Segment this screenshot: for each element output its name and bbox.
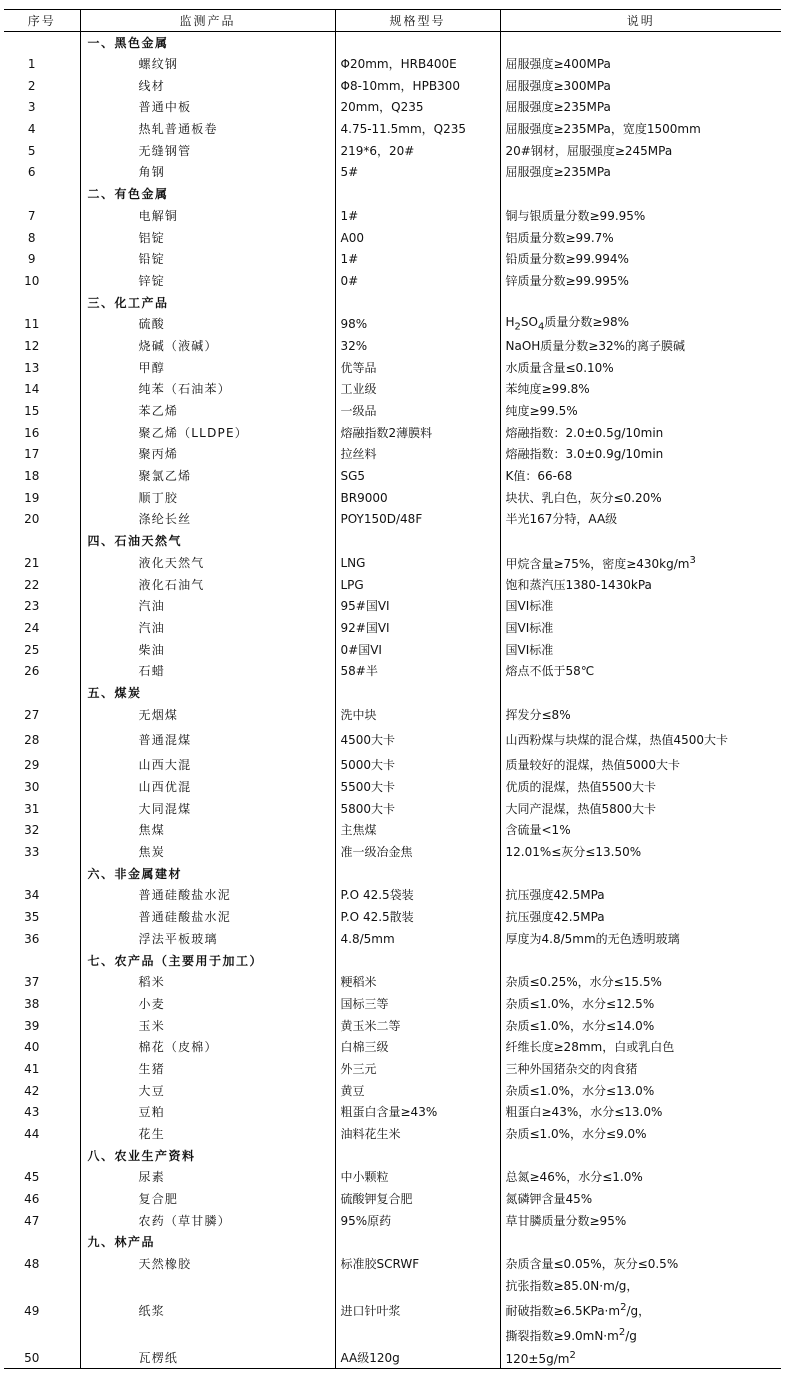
table-row — [4, 928, 781, 950]
row-number: 42 — [4, 1080, 80, 1102]
table-row — [4, 444, 781, 466]
row-number: 34 — [4, 885, 80, 907]
table-row — [4, 726, 781, 755]
table-row — [4, 1123, 781, 1145]
table-row — [4, 97, 781, 119]
row-number: 1 — [4, 53, 80, 75]
product-name: 小麦 — [80, 993, 335, 1015]
product-desc: 抗压强度42.5MPa — [505, 910, 605, 925]
table-body — [4, 32, 781, 1369]
product-desc: 优质的混煤，热值5500大卡 — [505, 780, 657, 795]
product-name: 聚乙烯（LLDPE） — [80, 422, 335, 444]
product-desc: 甲烷含量≥75%，密度$\ge 430kg/m^3$ — [505, 555, 696, 572]
table-row — [4, 755, 781, 777]
table-header — [4, 10, 781, 32]
product-desc: 铅质量分数≥99.994% — [505, 252, 629, 267]
product-desc: 饱和蒸汽压1380-1430kPa — [505, 577, 652, 592]
product-spec: 95#国VI — [335, 595, 500, 617]
product-spec: 洗中块 — [335, 704, 500, 726]
category-label: 五、煤炭 — [80, 682, 335, 704]
table-row — [4, 552, 781, 574]
row-number: 12 — [4, 335, 80, 357]
product-desc: 抗张指数≥85.0N·m/g， 耐破指数$\ge 6.5KPa\cdot m^2/g$， 撕裂指数$\ge 9.0mN\cdot m^2/g$ — [505, 1279, 651, 1343]
row-number: 26 — [4, 660, 80, 682]
product-desc: 杂质≤1.0%，水分≤14.0% — [505, 1018, 655, 1033]
product-name: 浮法平板玻璃 — [80, 928, 335, 950]
table-row — [4, 1036, 781, 1058]
product-desc: 杂质≤1.0%，水分≤13.0% — [505, 1083, 655, 1098]
product-spec: AA级120g — [335, 1347, 500, 1369]
row-number: 39 — [4, 1015, 80, 1037]
product-desc: 屈服强度≥400MPa — [505, 57, 611, 72]
product-spec: 粗蛋白含量≥43% — [335, 1102, 500, 1124]
product-name: 液化天然气 — [80, 552, 335, 574]
product-name: 棉花（皮棉） — [80, 1036, 335, 1058]
product-desc: 屈服强度≥235MPa — [505, 100, 611, 115]
table-row — [4, 1253, 781, 1275]
table-row — [4, 313, 781, 335]
row-number: 27 — [4, 704, 80, 726]
category-row — [4, 863, 781, 885]
category-row — [4, 183, 781, 205]
product-name: 角钢 — [80, 162, 335, 184]
product-spec: 外三元 — [335, 1058, 500, 1080]
table-row — [4, 704, 781, 726]
product-desc: 12.01%≤灰分≤13.50% — [505, 845, 642, 860]
row-number: 2 — [4, 75, 80, 97]
product-desc: 水质量含量≤0.10% — [505, 360, 614, 375]
product-name: 生猪 — [80, 1058, 335, 1080]
row-number: 49 — [4, 1275, 80, 1347]
header-product: 监测产品 — [80, 10, 335, 32]
row-number: 48 — [4, 1253, 80, 1275]
product-spec: 219*6，20# — [335, 140, 500, 162]
product-name: 普通硅酸盐水泥 — [80, 906, 335, 928]
category-label: 六、非金属建材 — [80, 863, 335, 885]
document-page — [0, 9, 785, 1369]
product-name: 热轧普通板卷 — [80, 118, 335, 140]
table-row — [4, 1167, 781, 1189]
product-table — [4, 9, 781, 1369]
table-row — [4, 1347, 781, 1369]
product-spec: 32% — [335, 335, 500, 357]
product-spec: 4.8/5mm — [335, 928, 500, 950]
table-row — [4, 1275, 781, 1347]
category-row — [4, 1145, 781, 1167]
table-row — [4, 906, 781, 928]
row-number: 32 — [4, 820, 80, 842]
product-desc: 氮磷钾含量45% — [505, 1192, 593, 1207]
product-spec: LPG — [335, 574, 500, 596]
product-spec: 拉丝料 — [335, 444, 500, 466]
product-name: 苯乙烯 — [80, 400, 335, 422]
product-name: 尿素 — [80, 1167, 335, 1189]
row-number: 13 — [4, 357, 80, 379]
header-no: 序号 — [4, 10, 80, 32]
product-desc: NaOH质量分数≥32%的离子膜碱 — [505, 338, 686, 353]
row-number: 47 — [4, 1210, 80, 1232]
category-label: 四、石油天然气 — [80, 530, 335, 552]
product-desc: 国VI标准 — [505, 620, 554, 635]
product-spec: 98% — [335, 313, 500, 335]
row-number: 45 — [4, 1167, 80, 1189]
product-name: 线材 — [80, 75, 335, 97]
header-desc: 说明 — [500, 10, 781, 32]
row-number: 30 — [4, 776, 80, 798]
product-name: 瓦楞纸 — [80, 1347, 335, 1369]
row-number: 33 — [4, 841, 80, 863]
category-label: 七、农产品（主要用于加工） — [80, 950, 335, 972]
product-spec: 标准胶SCRWF — [335, 1253, 500, 1275]
table-row — [4, 1080, 781, 1102]
product-desc: 纤维长度≥28mm，白或乳白色 — [505, 1040, 675, 1055]
product-spec: 工业级 — [335, 379, 500, 401]
table-row — [4, 118, 781, 140]
table-row — [4, 617, 781, 639]
row-number: 43 — [4, 1102, 80, 1124]
product-desc: 苯纯度≥99.8% — [505, 382, 590, 397]
category-row — [4, 1232, 781, 1254]
product-desc: 块状、乳白色，灰分≤0.20% — [505, 490, 662, 505]
product-spec: 优等品 — [335, 357, 500, 379]
product-desc: 含硫量<1% — [505, 823, 571, 838]
product-name: 涤纶长丝 — [80, 509, 335, 531]
product-desc: 杂质≤1.0%，水分≤12.5% — [505, 996, 655, 1011]
row-number: 40 — [4, 1036, 80, 1058]
product-name: 柴油 — [80, 639, 335, 661]
product-spec: POY150D/48F — [335, 509, 500, 531]
product-desc: 草甘膦质量分数≥95% — [505, 1213, 627, 1228]
row-number: 18 — [4, 465, 80, 487]
product-name: 无烟煤 — [80, 704, 335, 726]
table-row — [4, 1210, 781, 1232]
product-name: 无缝钢管 — [80, 140, 335, 162]
product-spec: 黄豆 — [335, 1080, 500, 1102]
row-number: 11 — [4, 313, 80, 335]
product-spec: 5800大卡 — [335, 798, 500, 820]
product-name: 锌锭 — [80, 270, 335, 292]
product-spec: 黄玉米二等 — [335, 1015, 500, 1037]
product-spec: A00 — [335, 227, 500, 249]
category-row — [4, 292, 781, 314]
product-spec: 4.75-11.5mm，Q235 — [335, 118, 500, 140]
row-number: 50 — [4, 1347, 80, 1369]
product-name: 大同混煤 — [80, 798, 335, 820]
product-name: 甲醇 — [80, 357, 335, 379]
product-spec: 一级品 — [335, 400, 500, 422]
row-number: 21 — [4, 552, 80, 574]
product-name: 普通中板 — [80, 97, 335, 119]
row-number: 23 — [4, 595, 80, 617]
row-number: 6 — [4, 162, 80, 184]
product-spec: 粳稻米 — [335, 971, 500, 993]
product-desc: 质量较好的混煤，热值5000大卡 — [505, 758, 681, 773]
row-number: 9 — [4, 248, 80, 270]
category-row — [4, 530, 781, 552]
table-row — [4, 820, 781, 842]
product-desc: 铜与银质量分数≥99.95% — [505, 208, 646, 223]
row-number: 46 — [4, 1188, 80, 1210]
table-row — [4, 885, 781, 907]
product-name: 聚丙烯 — [80, 444, 335, 466]
product-name: 大豆 — [80, 1080, 335, 1102]
table-row — [4, 53, 781, 75]
row-number: 3 — [4, 97, 80, 119]
product-desc: 熔融指数：3.0±0.9g/10min — [505, 447, 664, 462]
product-desc: 熔点不低于58℃ — [505, 664, 595, 679]
table-row — [4, 1188, 781, 1210]
table-row — [4, 595, 781, 617]
product-name: 烧碱（液碱） — [80, 335, 335, 357]
product-desc: 三种外国猪杂交的肉食猪 — [505, 1061, 638, 1076]
table-row — [4, 509, 781, 531]
product-desc: 抗压强度42.5MPa — [505, 888, 605, 903]
category-label: 二、有色金属 — [80, 183, 335, 205]
product-spec: 5000大卡 — [335, 755, 500, 777]
product-name: 汽油 — [80, 617, 335, 639]
category-label: 一、黑色金属 — [80, 32, 335, 54]
product-spec: 进口针叶浆 — [335, 1275, 500, 1347]
product-name: 顺丁胶 — [80, 487, 335, 509]
product-name: 硫酸 — [80, 313, 335, 335]
product-spec: Φ20mm，HRB400E — [335, 53, 500, 75]
table-row — [4, 639, 781, 661]
product-spec: 95%原药 — [335, 1210, 500, 1232]
product-spec: SG5 — [335, 465, 500, 487]
product-name: 液化石油气 — [80, 574, 335, 596]
product-desc: 国VI标准 — [505, 642, 554, 657]
product-desc: 杂质含量≤0.05%，灰分≤0.5% — [505, 1257, 679, 1272]
product-desc: 屈服强度≥235MPa，宽度1500mm — [505, 122, 701, 137]
row-number: 19 — [4, 487, 80, 509]
product-spec: P.O 42.5散装 — [335, 906, 500, 928]
table-row — [4, 422, 781, 444]
product-desc: 大同产混煤，热值5800大卡 — [505, 801, 657, 816]
product-spec: Φ8-10mm，HPB300 — [335, 75, 500, 97]
product-name: 电解铜 — [80, 205, 335, 227]
product-name: 汽油 — [80, 595, 335, 617]
row-number: 22 — [4, 574, 80, 596]
product-spec: 硫酸钾复合肥 — [335, 1188, 500, 1210]
product-desc: 铝质量分数≥99.7% — [505, 230, 614, 245]
product-desc: 山西粉煤与块煤的混合煤，热值4500大卡 — [505, 732, 729, 747]
row-number: 36 — [4, 928, 80, 950]
row-number: 20 — [4, 509, 80, 531]
product-desc: 屈服强度≥235MPa — [505, 165, 611, 180]
table-row — [4, 798, 781, 820]
row-number: 5 — [4, 140, 80, 162]
product-name: 农药（草甘膦） — [80, 1210, 335, 1232]
product-desc: 杂质≤1.0%，水分≤9.0% — [505, 1127, 647, 1142]
product-name: 普通混煤 — [80, 726, 335, 755]
product-spec: P.O 42.5袋装 — [335, 885, 500, 907]
table-row — [4, 574, 781, 596]
product-name: 螺纹钢 — [80, 53, 335, 75]
product-desc: 国VI标准 — [505, 599, 554, 614]
category-row — [4, 32, 781, 54]
row-number: 10 — [4, 270, 80, 292]
row-number: 17 — [4, 444, 80, 466]
product-desc: 屈服强度≥300MPa — [505, 78, 611, 93]
product-spec: 油料花生米 — [335, 1123, 500, 1145]
table-row — [4, 465, 781, 487]
product-spec: BR9000 — [335, 487, 500, 509]
product-desc: 纯度≥99.5% — [505, 404, 578, 419]
product-desc: 粗蛋白≥43%，水分≤13.0% — [505, 1105, 663, 1120]
category-label: 三、化工产品 — [80, 292, 335, 314]
row-number: 4 — [4, 118, 80, 140]
product-spec: 20mm，Q235 — [335, 97, 500, 119]
row-number: 37 — [4, 971, 80, 993]
product-desc: $120\pm 5g/m^2$ — [500, 1347, 781, 1369]
category-row — [4, 950, 781, 972]
product-desc: 熔融指数：2.0±0.5g/10min — [505, 425, 664, 440]
product-name: 铝锭 — [80, 227, 335, 249]
product-desc: K值：66-68 — [505, 469, 573, 484]
category-label: 九、林产品 — [80, 1232, 335, 1254]
table-row — [4, 841, 781, 863]
product-spec: 5500大卡 — [335, 776, 500, 798]
product-name: 石蜡 — [80, 660, 335, 682]
table-row — [4, 75, 781, 97]
table-row — [4, 1015, 781, 1037]
product-desc: 杂质≤0.25%，水分≤15.5% — [505, 975, 662, 990]
product-name: 玉米 — [80, 1015, 335, 1037]
row-number: 14 — [4, 379, 80, 401]
table-row — [4, 379, 781, 401]
row-number: 28 — [4, 726, 80, 755]
product-spec: 0# — [335, 270, 500, 292]
category-label: 八、农业生产资料 — [80, 1145, 335, 1167]
row-number: 44 — [4, 1123, 80, 1145]
row-number: 7 — [4, 205, 80, 227]
row-number: 15 — [4, 400, 80, 422]
product-name: 天然橡胶 — [80, 1253, 335, 1275]
product-name: 稻米 — [80, 971, 335, 993]
product-spec: 1# — [335, 248, 500, 270]
product-name: 焦炭 — [80, 841, 335, 863]
table-row — [4, 660, 781, 682]
product-spec: 主焦煤 — [335, 820, 500, 842]
table-row — [4, 971, 781, 993]
header-spec: 规格型号 — [335, 10, 500, 32]
product-desc: 总氮≥46%，水分≤1.0% — [505, 1170, 643, 1185]
product-spec: 58#半 — [335, 660, 500, 682]
product-name: 焦煤 — [80, 820, 335, 842]
product-desc: $H_2SO_4$质量分数≥98% — [505, 314, 630, 332]
table-row — [4, 776, 781, 798]
row-number: 35 — [4, 906, 80, 928]
product-name: 纯苯（石油苯） — [80, 379, 335, 401]
table-row — [4, 270, 781, 292]
product-spec: 准一级冶金焦 — [335, 841, 500, 863]
product-name: 复合肥 — [80, 1188, 335, 1210]
product-spec: 熔融指数2薄膜料 — [335, 422, 500, 444]
table-row — [4, 1102, 781, 1124]
product-spec: 白棉三级 — [335, 1036, 500, 1058]
table-row — [4, 400, 781, 422]
product-name: 普通硅酸盐水泥 — [80, 885, 335, 907]
product-name: 豆粕 — [80, 1102, 335, 1124]
product-spec: 5# — [335, 162, 500, 184]
table-row — [4, 248, 781, 270]
table-row — [4, 162, 781, 184]
row-number: 25 — [4, 639, 80, 661]
product-desc: 20#钢材，屈服强度≥245MPa — [505, 143, 673, 158]
product-name: 山西大混 — [80, 755, 335, 777]
product-name: 铅锭 — [80, 248, 335, 270]
row-number: 41 — [4, 1058, 80, 1080]
product-spec: 国标三等 — [335, 993, 500, 1015]
table-row — [4, 227, 781, 249]
table-row — [4, 335, 781, 357]
table-row — [4, 487, 781, 509]
row-number: 8 — [4, 227, 80, 249]
row-number: 24 — [4, 617, 80, 639]
row-number: 38 — [4, 993, 80, 1015]
product-spec: 中小颗粒 — [335, 1167, 500, 1189]
product-desc: 半光167分特，AA级 — [505, 512, 618, 527]
category-row — [4, 682, 781, 704]
product-spec: LNG — [335, 552, 500, 574]
table-row — [4, 357, 781, 379]
product-name: 花生 — [80, 1123, 335, 1145]
product-spec: 0#国VI — [335, 639, 500, 661]
product-name: 山西优混 — [80, 776, 335, 798]
row-number: 31 — [4, 798, 80, 820]
product-desc: 挥发分≤8% — [505, 707, 571, 722]
product-name: 聚氯乙烯 — [80, 465, 335, 487]
product-spec: 92#国VI — [335, 617, 500, 639]
table-row — [4, 205, 781, 227]
row-number: 29 — [4, 755, 80, 777]
product-spec: 1# — [335, 205, 500, 227]
row-number: 16 — [4, 422, 80, 444]
product-name: 纸浆 — [80, 1275, 335, 1347]
product-spec: 4500大卡 — [335, 726, 500, 755]
product-desc: 锌质量分数≥99.995% — [505, 273, 629, 288]
table-row — [4, 1058, 781, 1080]
table-row — [4, 140, 781, 162]
table-row — [4, 993, 781, 1015]
product-desc: 厚度为4.8/5mm的无色透明玻璃 — [505, 931, 680, 946]
